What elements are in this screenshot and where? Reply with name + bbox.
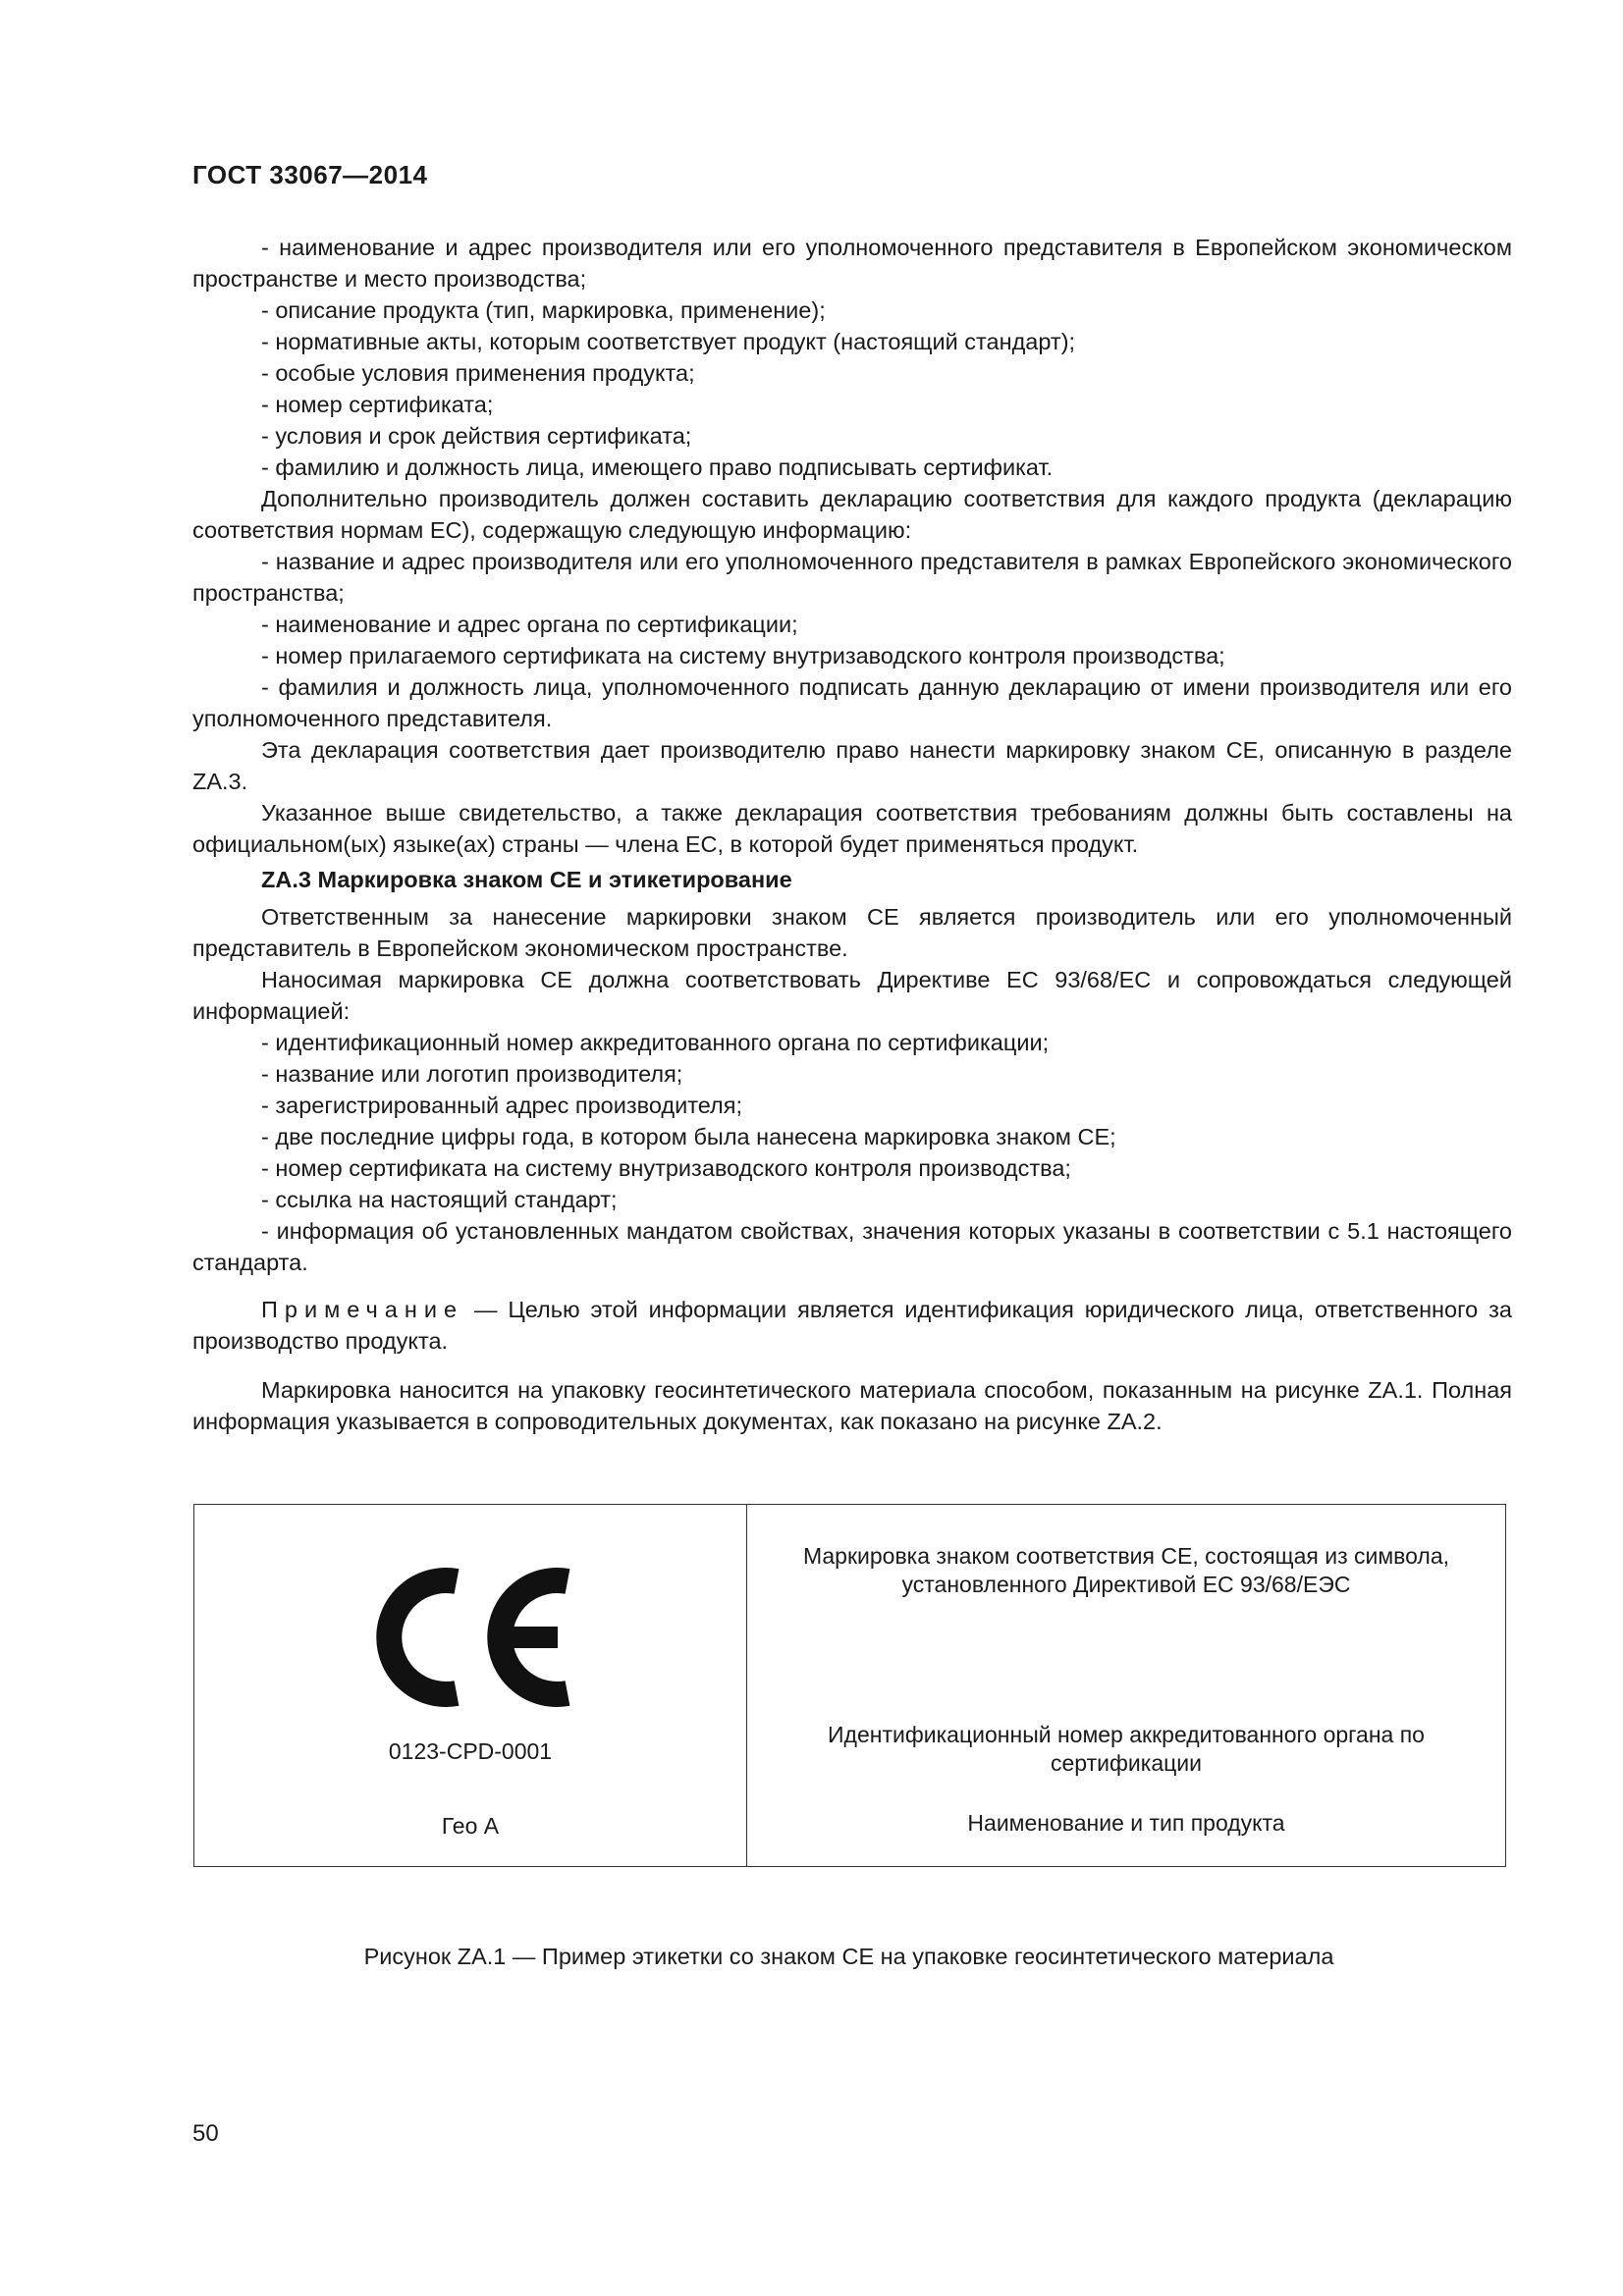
paragraph: Эта декларация соответствия дает производителю право нанести маркировку знаком СЕ, описанную в разделе ZA.3. (192, 737, 1512, 794)
list-item: - название или логотип производителя; (261, 1061, 683, 1087)
certification-code: 0123-CPD-0001 (388, 1738, 553, 1764)
list-item: - информация об установленных мандатом свойствах, значения которых указаны в соответствии с 5.1 настоящего стандарта. (192, 1218, 1512, 1275)
list-item: - наименование и адрес органа по сертификации; (261, 612, 798, 637)
note-text: — Целью этой информации является идентификация юридического лица, ответственного за производство продукта. (192, 1297, 1512, 1354)
list-item: - номер прилагаемого сертификата на систему внутризаводского контроля производства; (261, 643, 1225, 668)
list-item: - фамилию и должность лица, имеющего право подписывать сертификат. (261, 454, 1054, 480)
figure-label-cell (194, 1505, 747, 1866)
list-item: - номер сертификата; (261, 392, 494, 417)
page-number: 50 (192, 2120, 219, 2147)
section-heading: ZA.3 Маркировка знаком СЕ и этикетирование (261, 867, 792, 892)
product-description: Наименование и тип продукта (967, 1810, 1285, 1836)
list-item: - описание продукта (тип, маркировка, применение); (261, 297, 826, 323)
list-item: - номер сертификата на систему внутризаводского контроля производства; (261, 1155, 1071, 1181)
main-text (192, 232, 1512, 1437)
document-header: ГОСТ 33067—2014 (192, 160, 428, 189)
paragraph: Ответственным за нанесение маркировки знаком СЕ является производитель или его уполномоченный представитель в Европейском экономическом пространстве. (192, 904, 1512, 961)
list-item: - название и адрес производителя или его уполномоченного представителя в рамках Европейского экономического пространства; (192, 549, 1512, 606)
list-item: - идентификационный номер аккредитованного органа по сертификации; (261, 1030, 1050, 1055)
code-description: Идентификационный номер аккредитованного органа по сертификации (828, 1722, 1425, 1776)
note (192, 1294, 1512, 1357)
list-item: - две последние цифры года, в котором была нанесена маркировка знаком СЕ; (261, 1124, 1116, 1149)
paragraph: Наносимая маркировка СЕ должна соответствовать Директиве ЕС 93/68/ЕС и сопровождаться следующей информацией: (192, 967, 1512, 1024)
list-item: - нормативные акты, которым соответствует продукт (настоящий стандарт); (261, 329, 1076, 354)
figure-za1 (193, 1504, 1506, 1867)
paragraph: Дополнительно производитель должен составить декларацию соответствия для каждого продукта (декларацию соответствия нормам ЕС), содержащую следующую информацию: (192, 486, 1512, 543)
figure-description-cell (747, 1505, 1505, 1866)
product-name: Гео А (441, 1813, 500, 1839)
list-item: - наименование и адрес производителя или его уполномоченного представителя в Европейском экономическом пространстве и место производства; (192, 235, 1512, 292)
paragraph: Маркировка наносится на упаковку геосинтетического материала способом, показанным на рисунке ZA.1. Полная информация указывается в сопроводительных документах, как показано на рисунке ZA.2. (192, 1377, 1512, 1434)
list-item: - особые условия применения продукта; (261, 360, 695, 386)
figure-caption: Рисунок ZA.1 — Пример этикетки со знаком СЕ на упаковке геосинтетического материала (363, 1944, 1334, 1969)
list-item: - условия и срок действия сертификата; (261, 423, 692, 449)
list-item: - ссылка на настоящий стандарт; (261, 1187, 618, 1212)
ce-mark-description: Маркировка знаком соответствия СЕ, состоящая из символа, установленного Директивой ЕС 93/68/ЕЭС (802, 1543, 1450, 1597)
list-item: - фамилия и должность лица, уполномоченного подписать данную декларацию от имени производителя или его уполномоченного представителя. (192, 674, 1512, 731)
paragraph: Указанное выше свидетельство, а также декларация соответствия требованиям должны быть составлены на официальном(ых) языке(ах) страны — члена ЕС, в которой будет применяться продукт. (192, 800, 1512, 857)
note-label: Примечание (261, 1297, 464, 1322)
ce-mark-icon (366, 1554, 582, 1721)
list-item: - зарегистрированный адрес производителя; (261, 1093, 743, 1118)
